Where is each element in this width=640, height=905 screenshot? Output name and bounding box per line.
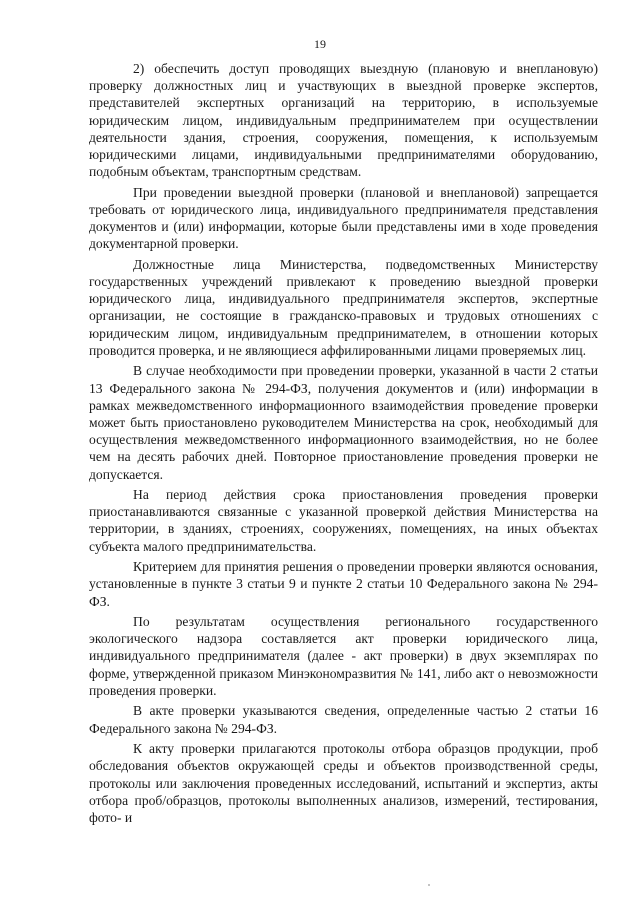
paragraph-4: В случае необходимости при проведении проверки, указанной в части 2 статьи 13 Федерального закона № 294-ФЗ, получения документов и (или) информации в рамках межведомственного информационного взаимодействия проведение проверки может быть приостановлено руководителем Министерства на срок, необходимый для осуществления межведомственного информационного взаимодействия, но не более чем на десять рабочих дней. Повторное приостановление проведения проверки не допускается. <box>89 363 598 482</box>
paragraph-9: К акту проверки прилагаются протоколы отбора образцов продукции, проб обследования объектов окружающей среды и объектов производственной среды, протоколы или заключения проведенных исследований, испытаний и экспертиз, акты отбора проб/образцов, протоколы выполненных анализов, измерений, тестирования, фото- и <box>89 741 598 825</box>
paragraph-1: 2) обеспечить доступ проводящих выездную (плановую и внеплановую) проверку должностных лиц и участвующих в выездной проверке экспертов, представителей экспертных организаций на территорию, в используемые юридическим лицом, индивидуальным предпринимателем при осуществлении деятельности здания, строения, сооружения, помещения, к используемым юридическими лицами, индивидуальными предпринимателями оборудованию, подобным объектам, транспортным средствам. <box>89 61 598 180</box>
paragraph-8: В акте проверки указываются сведения, определенные частью 2 статьи 16 Федерального закона № 294-ФЗ. <box>89 703 598 736</box>
paragraph-2: При проведении выездной проверки (плановой и внеплановой) запрещается требовать от юридического лица, индивидуального предпринимателя представления документов и (или) информации, которые были представлены ими в ходе проведения документарной проверки. <box>89 184 598 252</box>
body-text <box>89 60 598 829</box>
paragraph-3: Должностные лица Министерства, подведомственных Министерству государственных учреждений привлекают к проведению выездной проверки юридического лица, индивидуального предпринимателя экспертов, экспертные организации, не состоящие в гражданско-правовых и трудовых отношениях с юридическим лицом, индивидуальным предпринимателем, в отношении которых проводится проверка, и не являющиеся аффилированными лицами проверяемых лиц. <box>89 256 598 358</box>
paragraph-6: Критерием для принятия решения о проведении проверки являются основания, установленные в пункте 3 статьи 9 и пункте 2 статьи 10 Федерального закона № 294-ФЗ. <box>89 559 598 609</box>
page-number: 19 <box>314 37 326 51</box>
scan-speck <box>428 884 430 886</box>
paragraph-5: На период действия срока приостановления проведения проверки приостанавливаются связанные с указанной проверкой действия Министерства на территории, в зданиях, строениях, сооружениях, помещениях, на иных объектах субъекта малого предпринимательства. <box>89 487 598 554</box>
paragraph-7: По результатам осуществления регионального государственного экологического надзора составляется акт проверки юридического лица, индивидуального предпринимателя (далее - акт проверки) в двух экземплярах по форме, утвержденной приказом Минэкономразвития № 141, либо акт о невозможности проведения проверки. <box>89 614 598 698</box>
